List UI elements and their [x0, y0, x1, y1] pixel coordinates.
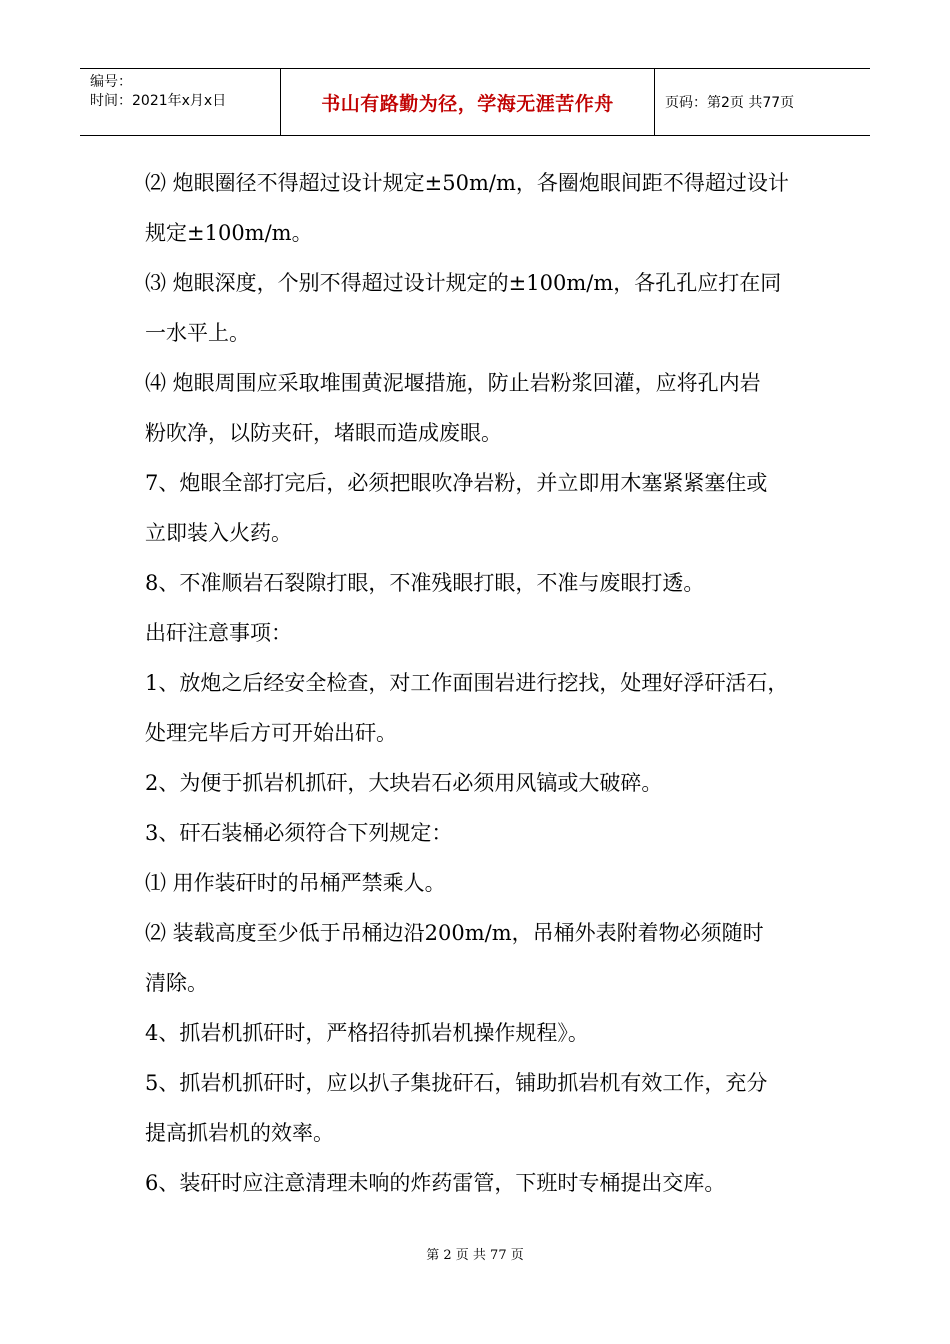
header-meta [80, 69, 281, 135]
text-line: 5、抓岩机抓矸时，应以扒子集拢矸石，铺助抓岩机有效工作，充分 [145, 1071, 768, 1095]
text-line: 一水平上。 [145, 321, 250, 345]
text-line: 1、放炮之后经安全检查，对工作面围岩进行挖找，处理好浮矸活石， [145, 671, 789, 695]
text-line: 8、不准顺岩石裂隙打眼，不准残眼打眼，不准与废眼打透。 [145, 571, 705, 595]
page-footer: 第 2 页 共 77 页 [426, 1248, 524, 1263]
text-line: 3、矸石装桶必须符合下列规定： [145, 821, 453, 845]
text-line: 规定±100m/m。 [145, 221, 313, 245]
text-line: 处理完毕后方可开始出矸。 [145, 721, 397, 745]
text-line: 2、为便于抓岩机抓矸，大块岩石必须用风镐或大破碎。 [145, 771, 663, 795]
text-line: ⑷ 炮眼周围应采取堆围黄泥堰措施，防止岩粉浆回灌，应将孔内岩 [145, 371, 761, 395]
section-heading: 出矸注意事项： [145, 621, 292, 645]
number-label: 编号： [90, 74, 132, 90]
text-line: 7、炮眼全部打完后，必须把眼吹净岩粉，并立即用木塞紧紧塞住或 [145, 471, 768, 495]
text-line: ⑴ 用作装矸时的吊桶严禁乘人。 [145, 871, 446, 895]
text-line: 立即装入火药。 [145, 521, 292, 545]
text-line: ⑵ 炮眼圈径不得超过设计规定±50m/m，各圈炮眼间距不得超过设计 [145, 171, 789, 195]
text-line: 提高抓岩机的效率。 [145, 1121, 334, 1145]
text-line: 6、装矸时应注意清理未响的炸药雷管，下班时专桶提出交库。 [145, 1171, 726, 1195]
time-label: 时间：2021年x月x日 [90, 93, 227, 109]
text-line: 粉吹净，以防夹矸，堵眼而造成废眼。 [145, 421, 502, 445]
document-body [145, 158, 835, 1208]
header-page-info: 页码：第2页 共77页 [665, 95, 795, 111]
document-header [80, 68, 870, 136]
header-motto: 书山有路勤为径，学海无涯苦作舟 [281, 69, 655, 135]
text-line: 清除。 [145, 971, 208, 995]
text-line: ⑶ 炮眼深度，个别不得超过设计规定的±100m/m，各孔孔应打在同 [145, 271, 782, 295]
text-line: 4、抓岩机抓矸时，严格招待抓岩机操作规程》。 [145, 1021, 589, 1045]
text-line: ⑵ 装载高度至少低于吊桶边沿200m/m，吊桶外表附着物必须随时 [145, 921, 764, 945]
